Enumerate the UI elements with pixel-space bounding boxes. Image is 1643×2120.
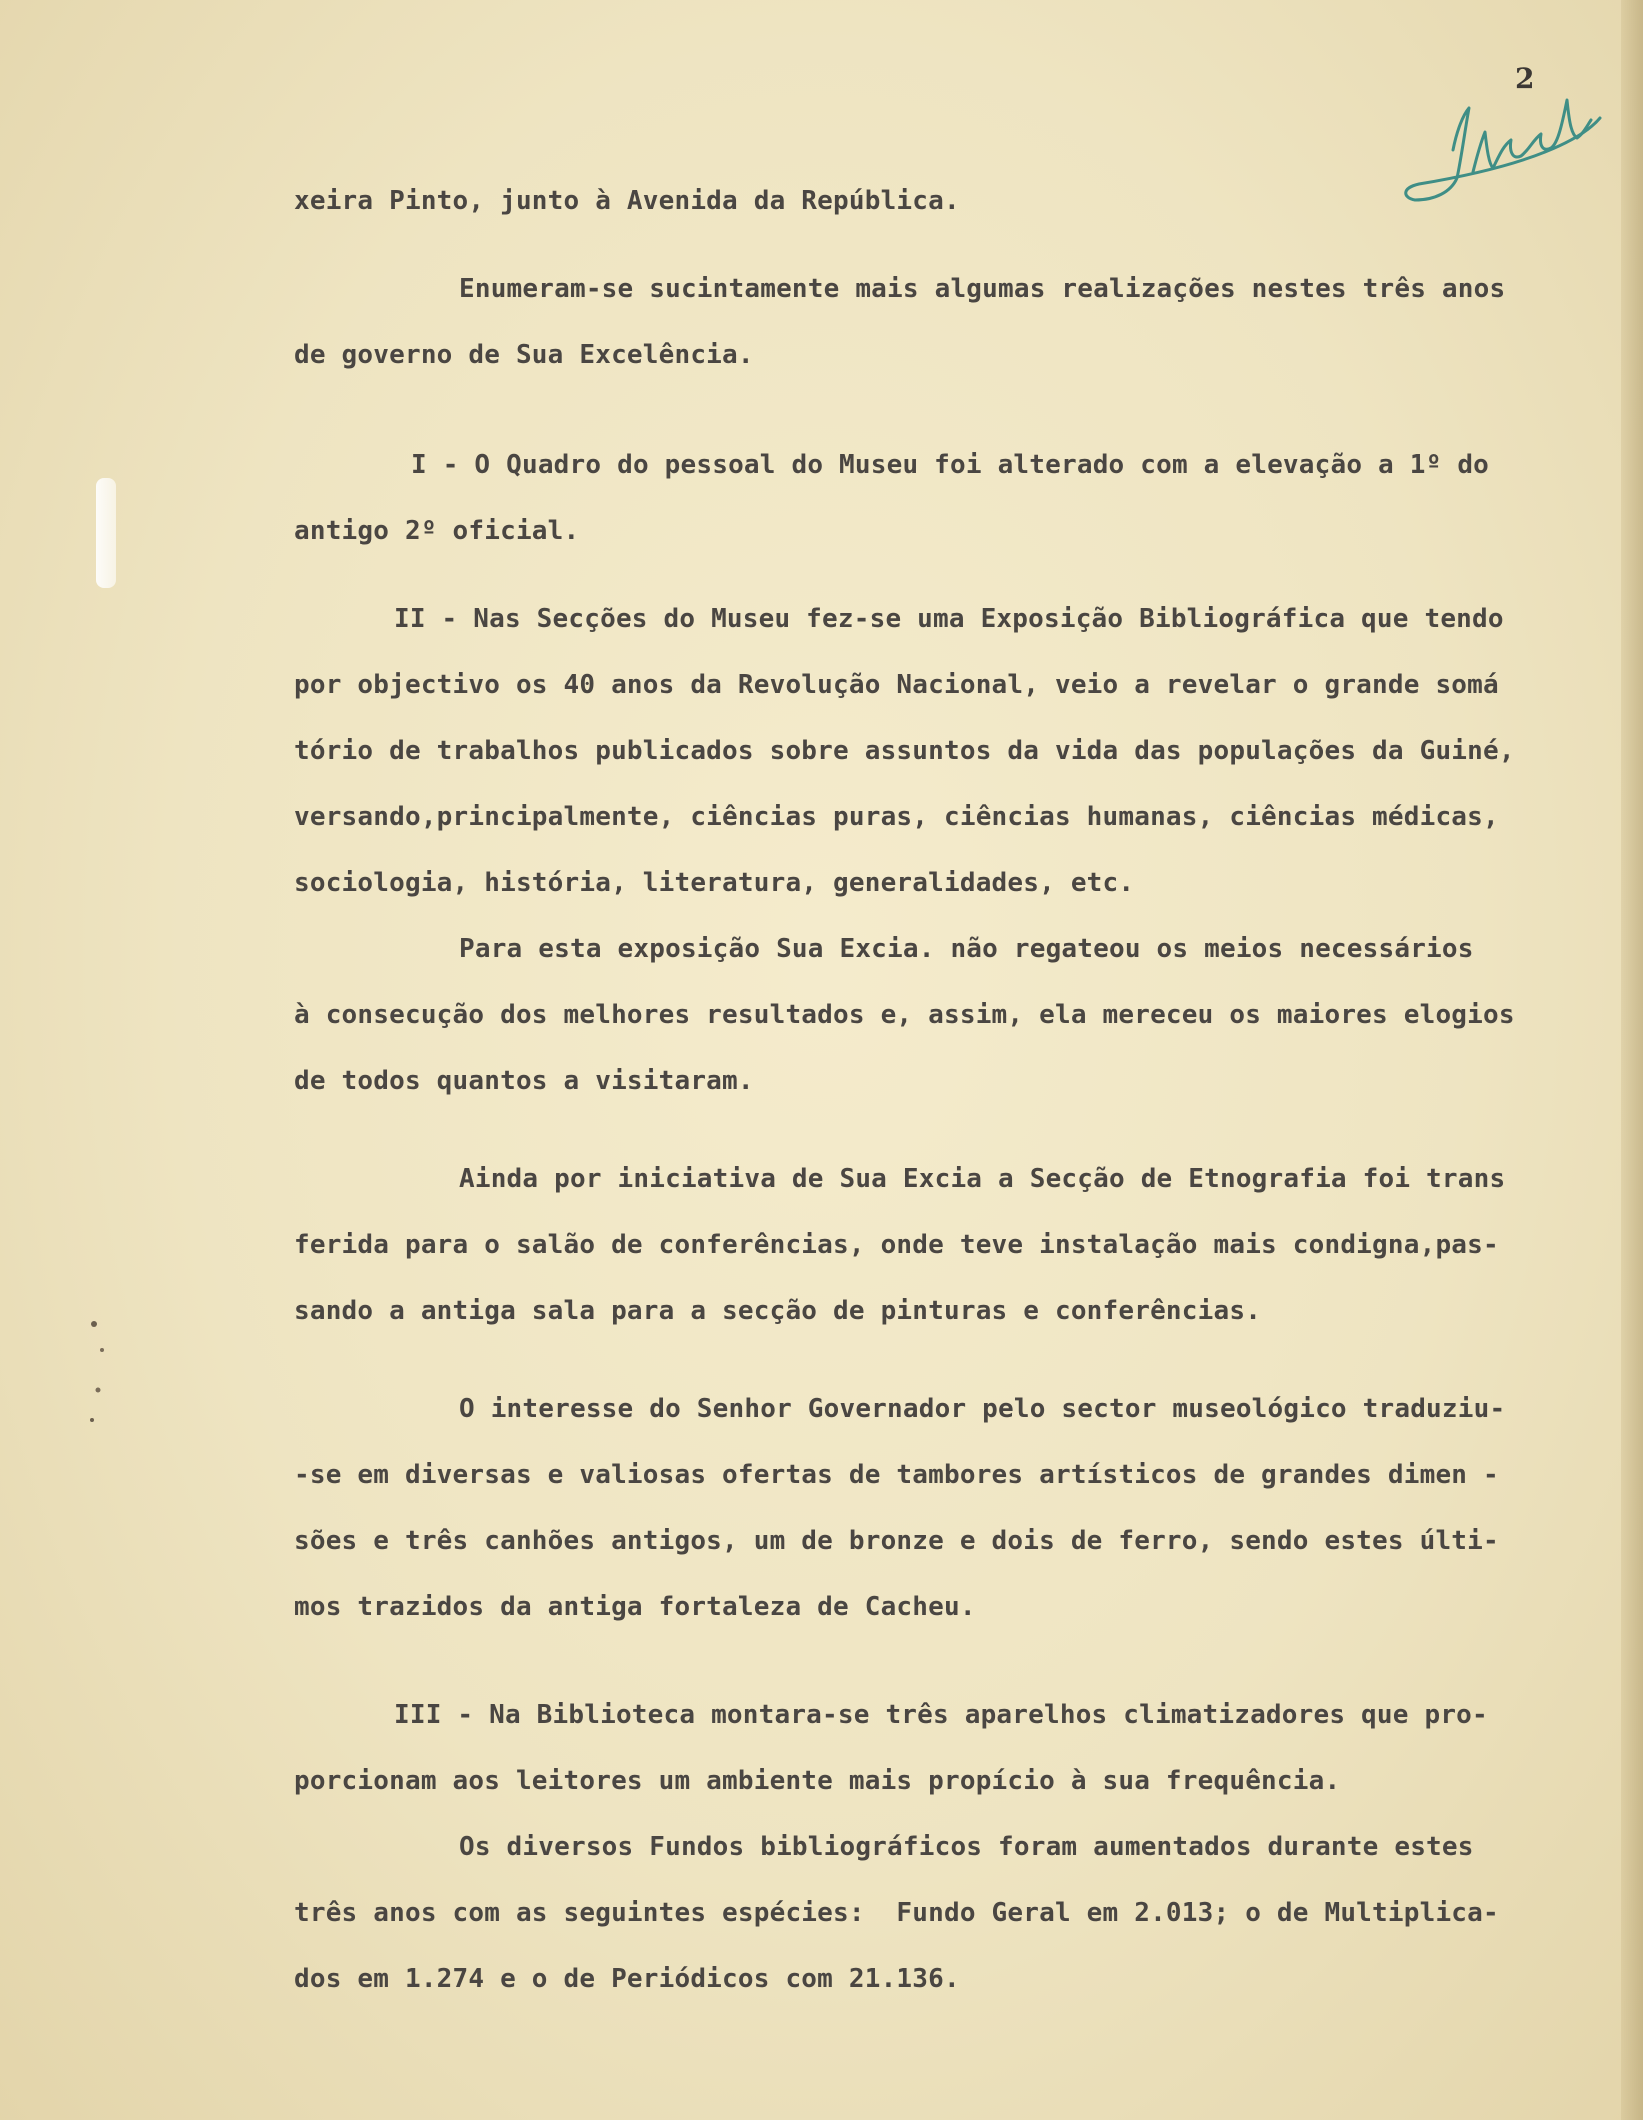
text-line: tório de trabalhos publicados sobre assuntos da vida das populações da Guiné, [294,736,1515,766]
text-line: Os diversos Fundos bibliográficos foram aumentados durante estes [459,1832,1474,1862]
page-number: 2 [1515,62,1535,95]
text-line: por objectivo os 40 anos da Revolução Nacional, veio a revelar o grande somá [294,670,1499,700]
text-line: versando,principalmente, ciências puras, ciências humanas, ciências médicas, [294,802,1499,832]
text-line: sociologia, história, literatura, generalidades, etc. [294,868,1135,898]
text-line: porcionam aos leitores um ambiente mais propício à sua frequência. [294,1766,1341,1796]
text-line: xeira Pinto, junto à Avenida da República. [294,186,960,216]
text-line: à consecução dos melhores resultados e, assim, ela mereceu os maiores elogios [294,1000,1515,1030]
text-line: Para esta exposição Sua Excia. não regateou os meios necessários [459,934,1474,964]
text-line: II - Nas Secções do Museu fez-se uma Exposição Bibliográfica que tendo [394,604,1504,634]
text-line: sando a antiga sala para a secção de pinturas e conferências. [294,1296,1262,1326]
text-line: de todos quantos a visitaram. [294,1066,754,1096]
text-line: III - Na Biblioteca montara-se três aparelhos climatizadores que pro- [394,1700,1488,1730]
text-line: O interesse do Senhor Governador pelo sector museológico traduziu- [459,1394,1506,1424]
text-line: Ainda por iniciativa de Sua Excia a Secção de Etnografia foi trans [459,1164,1506,1194]
punch-hole-mark [96,478,116,588]
signature [1395,60,1625,220]
text-line: I - O Quadro do pessoal do Museu foi alterado com a elevação a 1º do [411,450,1490,480]
text-line: ferida para o salão de conferências, onde teve instalação mais condigna,pas- [294,1230,1499,1260]
paper-edge [1621,0,1643,2120]
text-line: mos trazidos da antiga fortaleza de Cacheu. [294,1592,976,1622]
text-line: três anos com as seguintes espécies: Fundo Geral em 2.013; o de Multiplica- [294,1898,1499,1928]
text-line: sões e três canhões antigos, um de bronze e dois de ferro, sendo estes últi- [294,1526,1499,1556]
text-line: dos em 1.274 e o de Periódicos com 21.136. [294,1964,960,1994]
paper-specks [80,1310,120,1440]
text-line: antigo 2º oficial. [294,516,580,546]
text-line: Enumeram-se sucintamente mais algumas realizações nestes três anos [459,274,1506,304]
text-line: -se em diversas e valiosas ofertas de tambores artísticos de grandes dimen - [294,1460,1499,1490]
text-line: de governo de Sua Excelência. [294,340,754,370]
